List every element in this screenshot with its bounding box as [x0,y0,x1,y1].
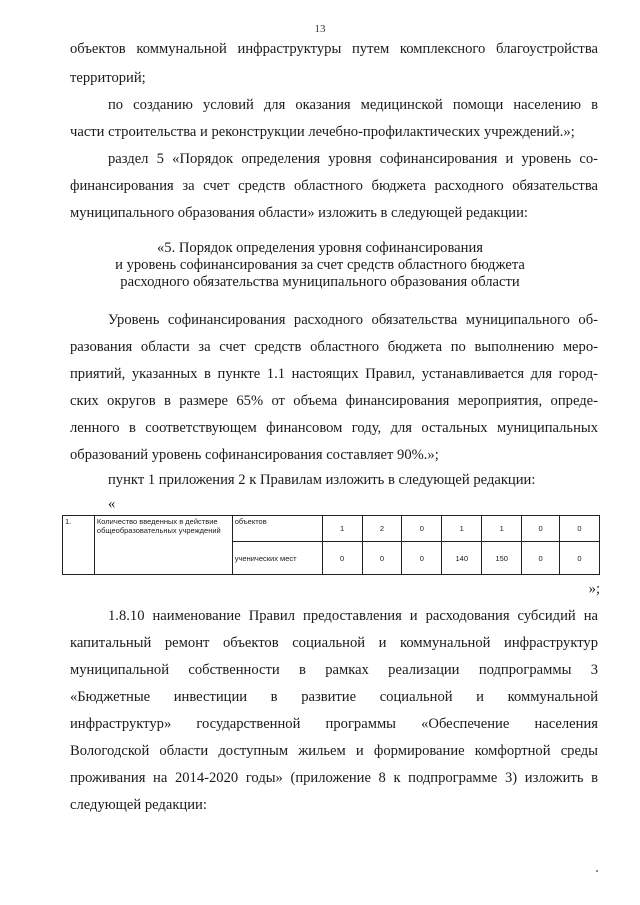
close-quote: »; [588,581,600,597]
value-cell: 1 [322,516,362,542]
value-cell: 1 [482,516,522,542]
text-line: муниципальной собственности в рамках реализации подпрограммы 3 [70,662,598,678]
text-line: объектов коммунальной инфраструктуры путем комплексного благоустройства [70,41,598,57]
unit-cell: ученических мест [232,542,322,575]
value-cell: 2 [362,516,402,542]
text-line: инфраструктур» государственной программы «Обеспечение населения [70,716,598,732]
text-line: следующей редакции: [70,797,207,813]
text-line: территорий; [70,70,146,86]
value-cell: 0 [402,516,442,542]
text-line: ских округов в размере 65% от объема финансирования мероприятия, опреде- [70,393,598,409]
page-number: 13 [314,23,326,35]
value-cell: 140 [442,542,482,575]
value-cell: 0 [322,542,362,575]
indicator-cell: Количество введенных в действие общеобразовательных учреждений [94,516,232,575]
value-cell: 0 [362,542,402,575]
text-line: 1.8.10 наименование Правил предоставления и расходования субсидий на [108,608,598,624]
text-line: образований уровень софинансирования составляет 90%.»; [70,447,439,463]
section-heading: расходного обязательства муниципального образования области [120,274,520,290]
text-line: проживания на 2014-2020 годы» (приложение 8 к подпрограмме 3) изложить в [70,770,598,786]
text-line: финансирования за счет средств областного бюджета расходного обязательства [70,178,598,194]
unit-cell: объектов [232,516,322,542]
text-line: муниципального образования области» изложить в следующей редакции: [70,205,528,221]
value-cell: 1 [442,516,482,542]
value-cell: 0 [560,542,600,575]
value-cell: 0 [560,516,600,542]
value-cell: 0 [522,516,560,542]
text-line: Вологодской области доступным жильем и формирование комфортной среды [70,743,598,759]
value-cell: 0 [522,542,560,575]
text-line: Уровень софинансирования расходного обязательства муниципального об- [108,312,598,328]
text-line: «Бюджетные инвестиции в развитие социальной и коммунальной [70,689,598,705]
text-line: разования области за счет средств областного бюджета по выполнению меро- [70,339,598,355]
section-heading: «5. Порядок определения уровня софинансирования [156,240,483,256]
value-cell: 150 [482,542,522,575]
text-line: капитальный ремонт объектов социальной и коммунальной инфраструктур [70,635,598,651]
row-number: 1. [63,516,95,575]
open-quote: « [108,496,116,512]
text-line: раздел 5 «Порядок определения уровня софинансирования и уровень со- [108,151,598,167]
text-line: части строительства и реконструкции лечебно-профилактических учреждений.»; [70,124,575,140]
value-cell: 0 [402,542,442,575]
text-line: пункт 1 приложения 2 к Правилам изложить в следующей редакции: [108,472,536,488]
text-line: по созданию условий для оказания медицинской помощи населению в [108,97,598,113]
text-line: ленного в соответствующем финансовом году, для остальных муниципальных [70,420,598,436]
section-heading: и уровень софинансирования за счет средств областного бюджета [115,257,525,273]
indicator-table [62,515,600,575]
text-line: приятий, указанных в пункте 1.1 настоящих Правил, устанавливается для город- [70,366,598,382]
scan-speck [596,870,598,872]
table-row [63,516,600,542]
